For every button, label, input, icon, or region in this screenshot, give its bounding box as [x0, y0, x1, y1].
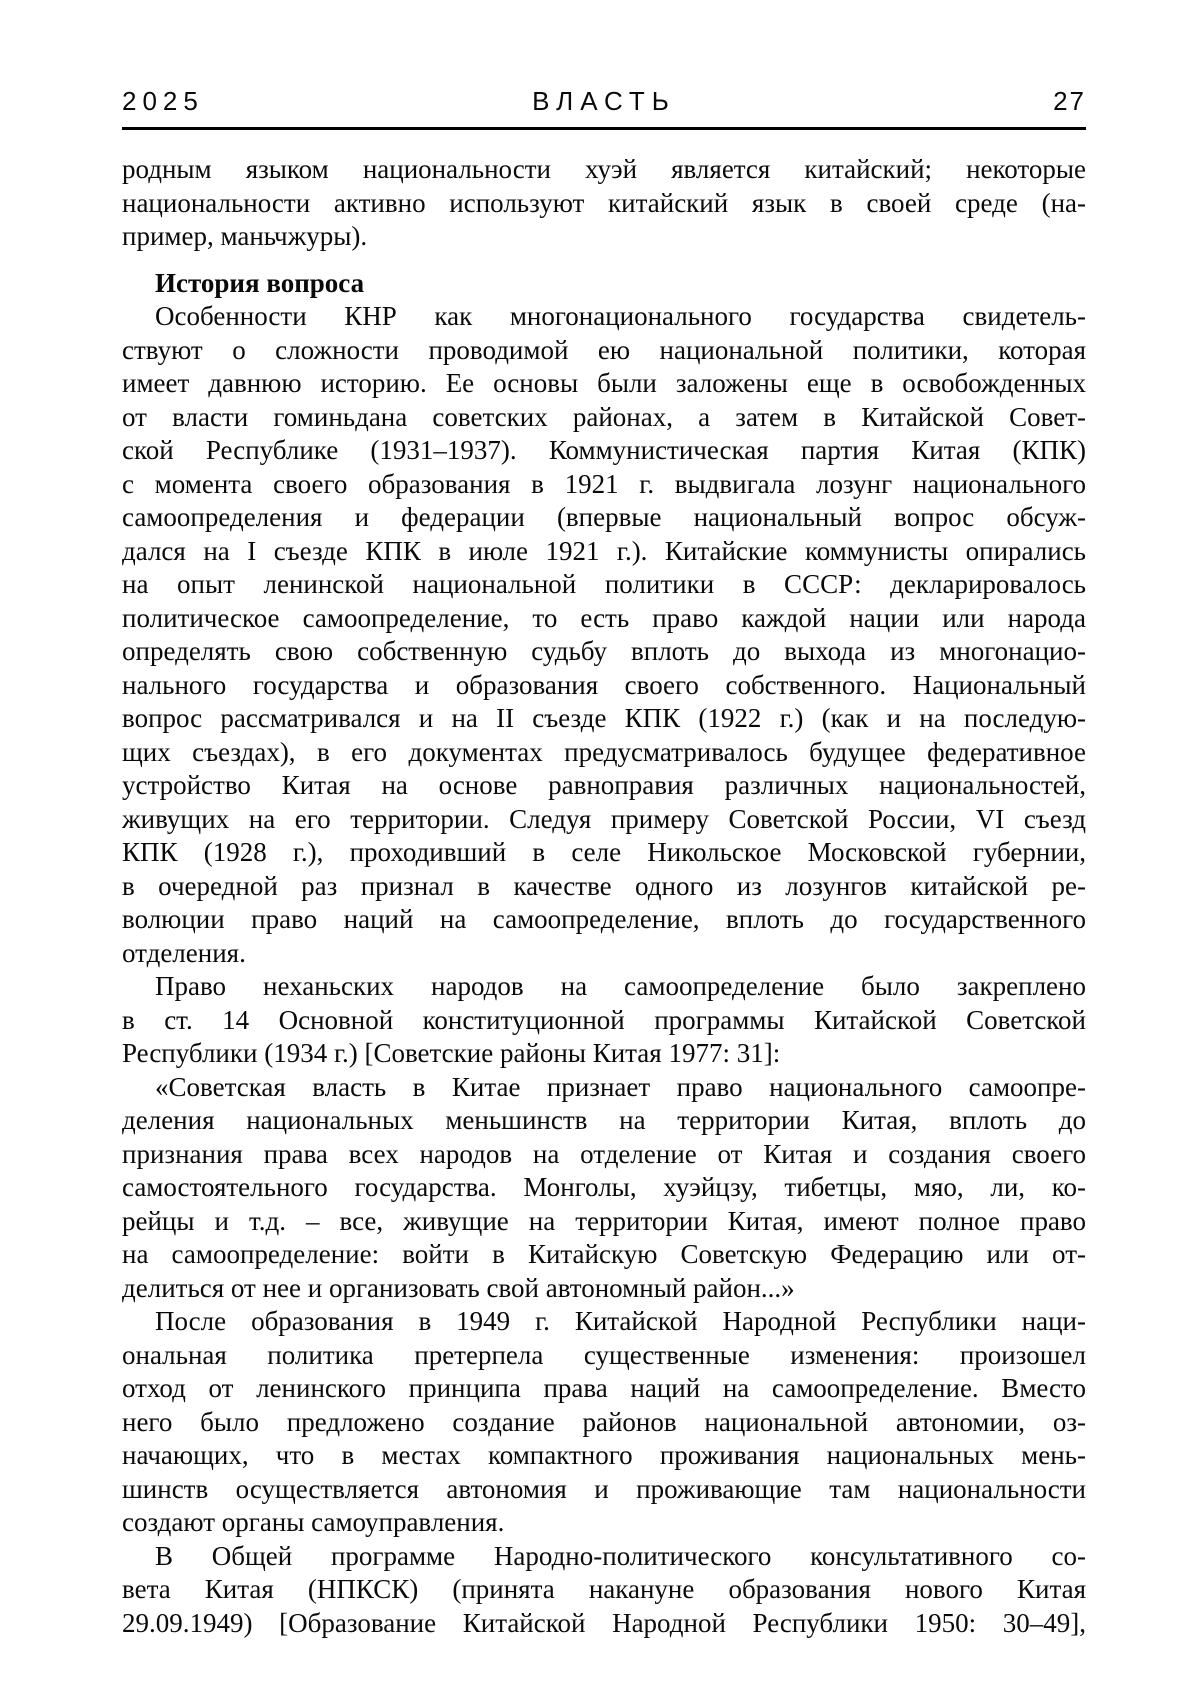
text-line: ональная политика претерпела существенные изменения: произошел [122, 1339, 1086, 1370]
text-line: дался на I съезде КПК в июле 1921 г.). Китайские коммунисты опирались [122, 535, 1086, 566]
text-line: устройство Китая на основе равноправия различных национальностей, [122, 770, 1086, 800]
text-line: от власти гоминьдана советских районах, а затем в Китайской Совет- [122, 401, 1086, 432]
text-line: пример, маньчжуры). [122, 221, 368, 251]
text-line: отделения. [122, 937, 246, 968]
text-line: политическое самоопределение, то есть право каждой нации или народа [122, 602, 1086, 633]
text-line: на самоопределение: войти в Китайскую Советскую Федерацию или от- [122, 1239, 1086, 1269]
text-line: КПК (1928 г.), проходивший в селе Никольское Московской губернии, [122, 837, 1086, 867]
text-line: В Общей программе Народно-политического консультативного со- [155, 1540, 1086, 1571]
text-line: ствуют о сложности проводимой ею национальной политики, которая [122, 334, 1086, 365]
text-line: Особенности КНР как многонационального государства свидетель- [155, 301, 1086, 331]
paragraph-1949 [122, 1305, 1086, 1540]
running-head [122, 86, 1086, 120]
text-line: живущих на его территории. Следуя примеру Советской России, VI съезд [122, 803, 1086, 834]
text-line: самоопределения и федерации (впервые национальный вопрос обсуж- [122, 502, 1086, 532]
header-year: 2025 [122, 86, 204, 116]
text-line: родным языком национальности хуэй является китайский; некоторые [122, 154, 1086, 184]
paragraph-continuation [122, 153, 1086, 254]
section-heading: История вопроса [155, 267, 365, 298]
text-line: на опыт ленинской национальной политики в СССР: декларировалось [122, 569, 1086, 599]
text-line: начающих, что в местах компактного проживания национальных мень- [122, 1440, 1086, 1470]
paragraph-right-art14 [122, 970, 1086, 1071]
text-line: самостоятельного государства. Монголы, хуэйцзу, тибетцы, мяо, ли, ко- [122, 1172, 1086, 1202]
text-line: в ст. 14 Основной конституционной программы Китайской Советской [122, 1004, 1086, 1035]
text-line: с момента своего образования в 1921 г. выдвигала лозунг национального [122, 468, 1086, 499]
text-line: определять свою собственную судьбу вплоть до выхода из многонацио- [122, 636, 1086, 666]
text-line: имеет давнюю историю. Ее основы были заложены еще в освобожденных [122, 368, 1086, 398]
text-line: Республики (1934 г.) [Советские районы Китая 1977: 31]: [122, 1038, 781, 1068]
text-line: Право неханьских народов на самоопределение было закреплено [155, 971, 1086, 1001]
text-line: отход от ленинского принципа права наций на самоопределение. Вместо [122, 1373, 1086, 1403]
text-line: нального государства и образования своего собственного. Национальный [122, 669, 1086, 700]
text-line: создают органы самоуправления. [122, 1507, 505, 1537]
text-line: После образования в 1949 г. Китайской Народной Республики наци- [155, 1306, 1086, 1336]
paragraph-history [122, 300, 1086, 970]
text-line: деления национальных меньшинств на территории Китая, вплоть до [122, 1105, 1086, 1135]
text-line: делиться от нее и организовать свой автономный район...» [122, 1272, 795, 1303]
text-line: национальности активно используют китайский язык в своей среде (на- [122, 187, 1086, 218]
text-line: шинств осуществляется автономия и проживающие там национальности [122, 1473, 1086, 1504]
text-line: щих съездах), в его документах предусматривалось будущее федеративное [122, 736, 1086, 767]
paragraph-npksk [122, 1540, 1086, 1641]
text-line: вета Китая (НПКСК) (принята накануне образования нового Китая [122, 1574, 1086, 1604]
text-line: признания права всех народов на отделение от Китая и создания своего [122, 1138, 1086, 1169]
text-line: вопрос рассматривался и на II съезде КПК (1922 г.) (как и на последую- [122, 703, 1086, 733]
text-line: «Советская власть в Китае признает право национального самоопре- [155, 1071, 1086, 1102]
journal-title: ВЛАСТЬ [532, 86, 676, 116]
page-number: 27 [1053, 86, 1086, 116]
text-line: ской Республике (1931–1937). Коммунистическая партия Китая (КПК) [122, 435, 1086, 465]
paragraph-quote [122, 1071, 1086, 1306]
header-rule [122, 127, 1086, 130]
text-line: волюции право наций на самоопределение, вплоть до государственного [122, 904, 1086, 934]
text-line: рейцы и т.д. – все, живущие на территории Китая, имеют полное право [122, 1205, 1086, 1236]
article-body [122, 153, 1086, 1640]
text-line: него было предложено создание районов национальной автономии, оз- [122, 1406, 1086, 1437]
text-line: 29.09.1949) [Образование Китайской Народной Республики 1950: 30–49], [122, 1607, 1086, 1638]
text-line: в очередной раз признал в качестве одного из лозунгов китайской ре- [122, 870, 1086, 901]
